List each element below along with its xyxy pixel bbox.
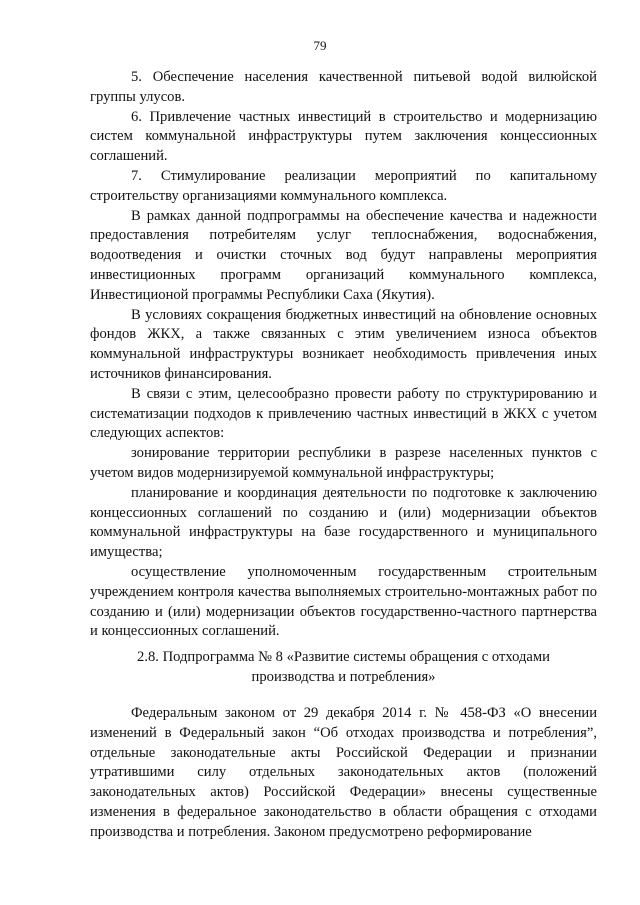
paragraph-budget-conditions: В условиях сокращения бюджетных инвестиций на обновление основных фондов ЖКХ, а также связанных с этим увеличением износа объектов коммунальной инфраструктуры возникает необходимость привлечения иных источников финансирования. — [90, 306, 597, 382]
paragraph-federal-law: Федеральным законом от 29 декабря 2014 г. № 458-ФЗ «О внесении изменений в Федеральный закон “Об отходах производства и потребления”, отдельные законодательные акты Российской Федерации и признании утратившими силу отдельных законодательных актов (положений законодательных актов) Российской Федерации» внесены существенные изменения в федеральное законодательство в области обращения с отходами производства и потребления. Законом предусмотрено реформирование — [90, 705, 597, 840]
paragraph-investment-aspects: В связи с этим, целесообразно провести работу по структурированию и систематизации подходов к привлечению частных инвестиций в ЖКХ с учетом следующих аспектов: — [90, 385, 597, 442]
paragraph-aspect-planning: планирование и координация деятельности по подготовке к заключению концессионных соглашений по созданию и (или) модернизации объектов коммунальной инфраструктуры на базе государственного и муниципального имущества; — [90, 484, 597, 561]
section-heading-line-1: 2.8. Подпрограмма № 8 «Развитие системы обращения с отходами — [137, 649, 550, 665]
document-body — [90, 68, 597, 642]
paragraph-aspect-control: осуществление уполномоченным государственным строительным учреждением контроля качества выполняемых строительно-монтажных работ по созданию и (или) модернизации объектов государственно-частного партнерства и концессионных соглашений. — [90, 563, 597, 640]
paragraph-item-5: 5. Обеспечение населения качественной питьевой водой вилюйской группы улусов. — [90, 69, 597, 105]
section-body — [90, 704, 597, 843]
paragraph-item-6: 6. Привлечение частных инвестиций в строительство и модернизацию систем коммунальной инфраструктуры путем заключения концессионных соглашений. — [90, 108, 597, 165]
section-heading — [90, 648, 597, 688]
section-heading-line-2: производства и потребления» — [251, 668, 436, 685]
page-number: 79 — [313, 38, 327, 53]
paragraph-aspect-zoning: зонирование территории республики в разрезе населенных пунктов с учетом видов модернизируемой коммунальной инфраструктуры; — [90, 445, 597, 481]
paragraph-item-7: 7. Стимулирование реализации мероприятий по капитальному строительству организациями коммунального комплекса. — [90, 167, 597, 204]
paragraph-subprogram-scope: В рамках данной подпрограммы на обеспечение качества и надежности предоставления потребителям услуг теплоснабжения, водоснабжения, водоотведения и очистки сточных вод будут направлены мероприятия инвестиционных программ организаций коммунального комплекса, Инвестиционой программы Республики Саха (Якутия). — [90, 207, 597, 303]
